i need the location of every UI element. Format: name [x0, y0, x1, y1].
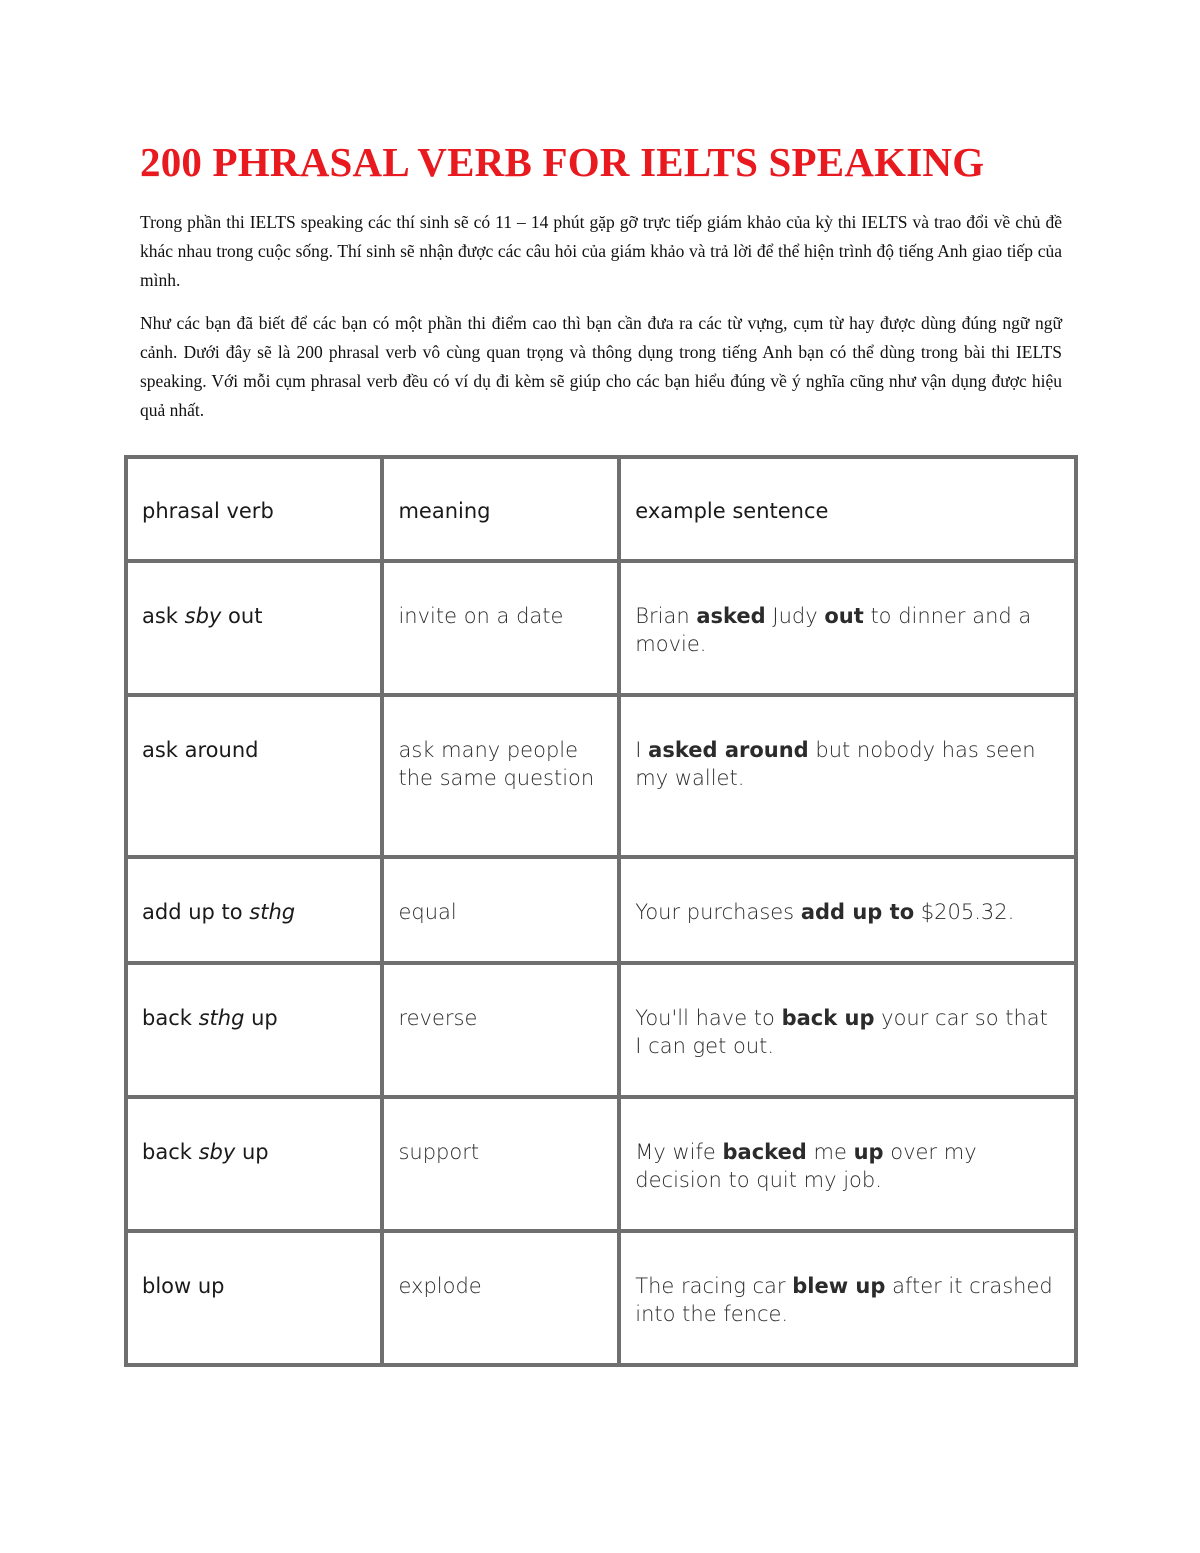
meaning-text: equal: [398, 900, 457, 924]
bold-run: backed: [722, 1140, 807, 1164]
text-run: but nobody has seen my wallet.: [635, 738, 1036, 790]
text-run: $205.32.: [914, 900, 1015, 924]
text-run: me: [806, 1140, 854, 1164]
bold-run: back up: [781, 1006, 875, 1030]
text-run: Your purchases: [635, 900, 801, 924]
meaning-text: ask many people the same question: [398, 738, 595, 790]
text-run: add up to: [142, 900, 250, 924]
example-text: [635, 1140, 976, 1192]
text-run: up: [244, 1006, 278, 1030]
intro-paragraph-2: Như các bạn đã biết để các bạn có một phần thi điểm cao thì bạn cần đưa ra các từ vựng, cụm từ hay được dùng đúng ngữ ngữ cảnh. Dưới đây sẽ là 200 phrasal verb vô cùng quan trọng và thông dụng trong tiếng Anh bạn có thể dùng trong bài thi IELTS speaking. Với mỗi cụm phrasal verb đều có ví dụ đi kèm sẽ giúp cho các bạn hiểu đúng về ý nghĩa cũng như vận dụng được hiệu quả nhất.: [140, 313, 1062, 420]
meaning-text: reverse: [398, 1006, 478, 1030]
verb-text: [142, 900, 295, 924]
header-label: phrasal verb: [142, 499, 274, 523]
example-cell: [619, 1097, 1076, 1231]
meaning-text: invite on a date: [398, 604, 564, 628]
verb-text: [142, 738, 258, 762]
document-page: [140, 138, 1062, 439]
text-run: Judy: [765, 604, 825, 628]
text-run: ask: [142, 604, 185, 628]
verb-cell: [126, 857, 382, 963]
text-run: Brian: [635, 604, 697, 628]
bold-run: asked around: [648, 738, 809, 762]
header-meaning: [382, 457, 619, 561]
verb-text: [142, 1006, 278, 1030]
italic-run: sthg: [198, 1006, 245, 1030]
header-label: meaning: [398, 499, 491, 523]
verb-cell: [126, 963, 382, 1097]
table-row: [126, 1097, 1076, 1231]
meaning-cell: [382, 1097, 619, 1231]
text-run: out: [221, 604, 263, 628]
document-title: 200 PHRASAL VERB FOR IELTS SPEAKING: [140, 139, 985, 185]
example-text: [635, 604, 1031, 656]
header-label: example sentence: [635, 499, 829, 523]
verb-cell: [126, 561, 382, 695]
bold-run: out: [824, 604, 864, 628]
bold-run: blew up: [792, 1274, 886, 1298]
text-run: over my decision to quit my job.: [635, 1140, 977, 1192]
meaning-cell: [382, 695, 619, 857]
text-run: back: [142, 1140, 199, 1164]
meaning-text: support: [398, 1140, 480, 1164]
table-row: [126, 1231, 1076, 1365]
example-cell: [619, 857, 1076, 963]
verb-cell: [126, 695, 382, 857]
example-cell: [619, 963, 1076, 1097]
meaning-text: explode: [398, 1274, 482, 1298]
verb-text: [142, 1140, 269, 1164]
table-row: [126, 561, 1076, 695]
example-text: [635, 738, 1035, 790]
text-run: You'll have to: [635, 1006, 782, 1030]
example-cell: [619, 1231, 1076, 1365]
example-text: [635, 1274, 1052, 1326]
italic-run: sby: [198, 1140, 236, 1164]
example-text: [635, 900, 1014, 924]
text-run: to dinner and a movie.: [635, 604, 1032, 656]
table-header-row: [126, 457, 1076, 561]
example-cell: [619, 561, 1076, 695]
verb-cell: [126, 1231, 382, 1365]
verb-text: [142, 604, 262, 628]
text-run: blow up: [142, 1274, 225, 1298]
header-example-sentence: [619, 457, 1076, 561]
meaning-cell: [382, 561, 619, 695]
header-phrasal-verb: [126, 457, 382, 561]
text-run: up: [235, 1140, 269, 1164]
italic-run: sby: [184, 604, 222, 628]
table-row: [126, 695, 1076, 857]
bold-run: asked: [696, 604, 766, 628]
italic-run: sthg: [249, 900, 296, 924]
verb-text: [142, 1274, 225, 1298]
meaning-cell: [382, 1231, 619, 1365]
text-run: back: [142, 1006, 199, 1030]
example-cell: [619, 695, 1076, 857]
text-run: I: [635, 738, 649, 762]
text-run: The racing car: [635, 1274, 793, 1298]
text-run: My wife: [635, 1140, 723, 1164]
text-run: after it crashed into the fence.: [635, 1274, 1053, 1326]
text-run: ask around: [142, 738, 259, 762]
intro-paragraph-1: Trong phần thi IELTS speaking các thí sinh sẽ có 11 – 14 phút gặp gỡ trực tiếp giám khảo của kỳ thi IELTS và trao đổi về chủ đề khác nhau trong cuộc sống. Thí sinh sẽ nhận được các câu hỏi của giám khảo và trả lời để thể hiện trình độ tiếng Anh giao tiếp của mình.: [140, 212, 1062, 290]
verb-cell: [126, 1097, 382, 1231]
bold-run: add up to: [800, 900, 915, 924]
meaning-cell: [382, 963, 619, 1097]
phrasal-verb-table-wrapper: [124, 455, 1078, 1367]
table-row: [126, 963, 1076, 1097]
example-text: [635, 1006, 1048, 1058]
bold-run: up: [853, 1140, 884, 1164]
table-row: [126, 857, 1076, 963]
phrasal-verb-table: [124, 455, 1078, 1367]
meaning-cell: [382, 857, 619, 963]
text-run: your car so that I can get out.: [635, 1006, 1048, 1058]
